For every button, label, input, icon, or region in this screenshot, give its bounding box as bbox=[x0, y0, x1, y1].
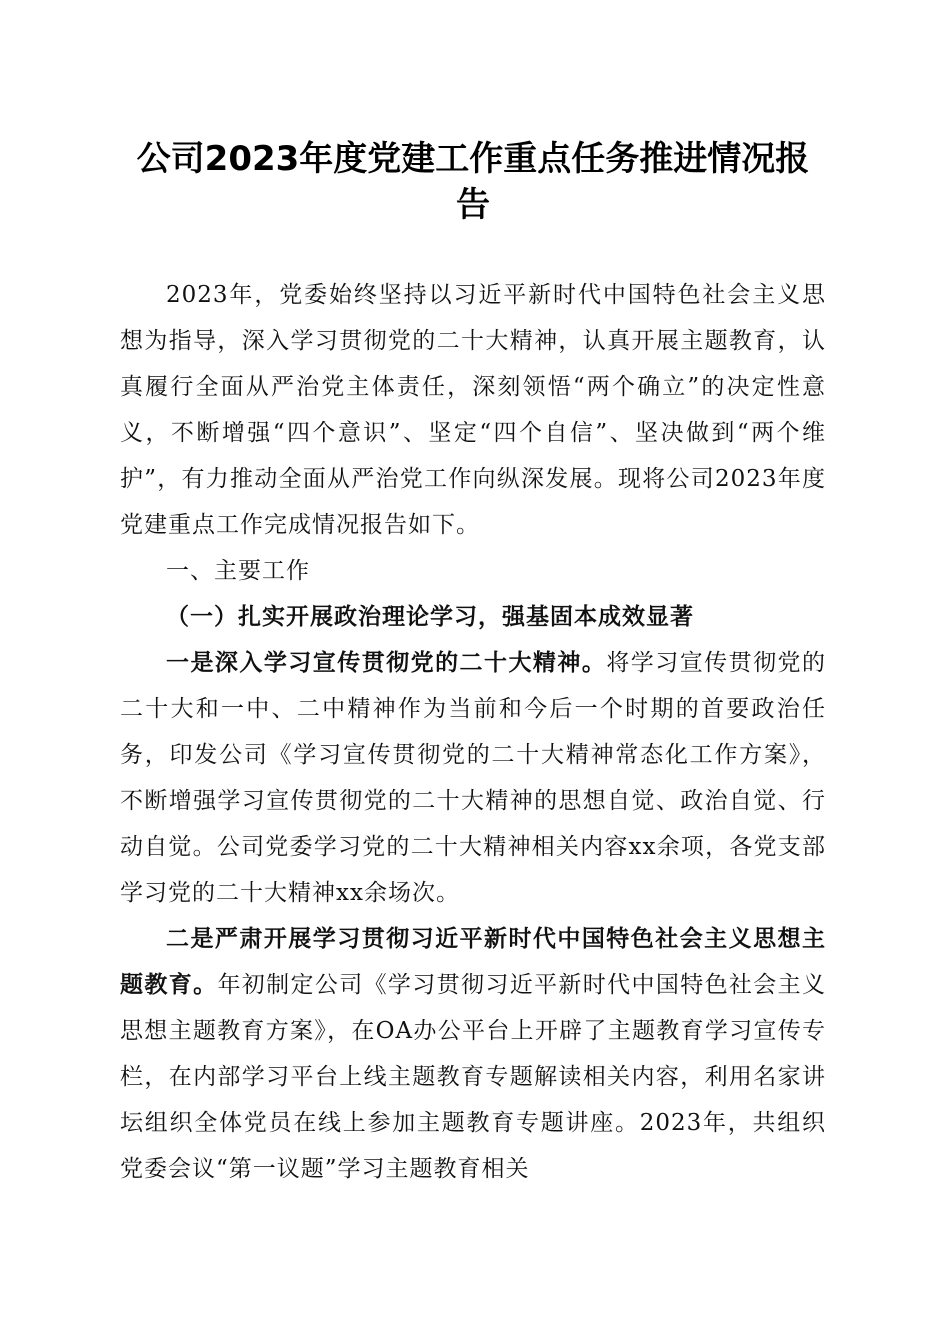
title-spacer bbox=[120, 228, 826, 272]
item-1-lead: 一是深入学习宣传贯彻党的二十大精神。 bbox=[166, 649, 607, 676]
item-2-lead: 二是严肃开展学习贯彻习近平新时代中国特色社会主义思想主题教育。 bbox=[120, 925, 826, 998]
subsection-heading-theory-study: （一）扎实开展政治理论学习，强基固本成效显著 bbox=[166, 603, 694, 630]
item-1-body: 将学习宣传贯彻党的二十大和一中、二中精神作为当前和今后一个时期的首要政治任务，印发公司《学习宣传贯彻党的二十大精神常态化工作方案》，不断增强学习宣传贯彻党的二十大精神的思想自觉、政治自觉、行动自觉。公司党委学习党的二十大精神相关内容xx余项，各党支部学习党的二十大精神xx余场次。 bbox=[120, 650, 827, 906]
item-paragraph-2 bbox=[120, 916, 826, 1192]
document-title: 公司2023年度党建工作重点任务推进情况报告 bbox=[136, 139, 810, 225]
section-heading-main-work: 一、主要工作 bbox=[166, 558, 310, 584]
item-paragraph-1 bbox=[120, 640, 826, 916]
intro-paragraph: 2023年，党委始终坚持以习近平新时代中国特色社会主义思想为指导，深入学习贯彻党的二十大精神，认真开展主题教育，认真履行全面从严治党主体责任，深刻领悟“两个确立”的决定性意义，不断增强“四个意识”、坚定“四个自信”、坚决做到“两个维护”，有力推动全面从严治党工作向纵深发展。现将公司2023年度党建重点工作完成情况报告如下。 bbox=[120, 282, 826, 538]
document-page bbox=[120, 136, 826, 1192]
item-2-body: 年初制定公司《学习贯彻习近平新时代中国特色社会主义思想主题教育方案》，在OA办公平台上开辟了主题教育学习宣传专栏，在内部学习平台上线主题教育专题解读相关内容，利用名家讲坛组织全体党员在线上参加主题教育专题讲座。2023年，共组织党委会议“第一议题”学习主题教育相关 bbox=[120, 972, 827, 1182]
